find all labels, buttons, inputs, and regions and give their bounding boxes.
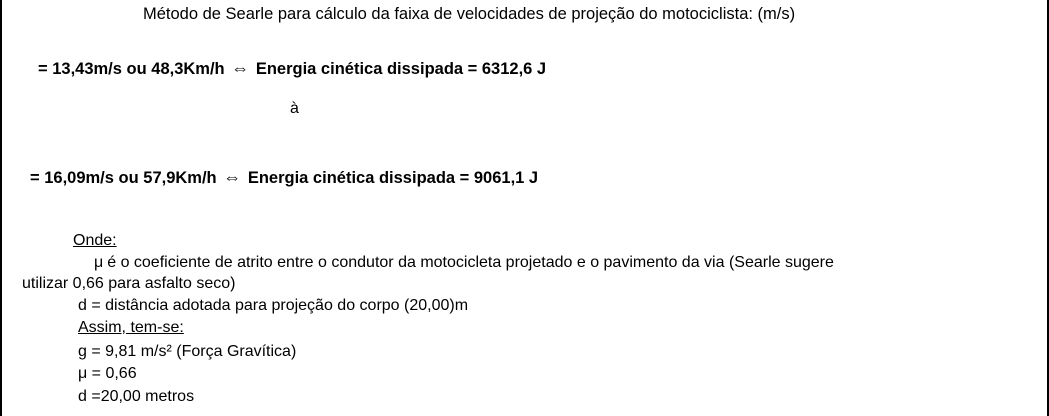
velocity-result-2 — [30, 167, 538, 188]
mu-definition-continuation: utilizar 0,66 para asfalto seco) — [22, 275, 236, 292]
energy-2-value: Energia cinética dissipada = 9061,1 J — [247, 169, 539, 187]
mu-definition-text: é o coeficiente de atrito entre o condutor da motocicleta projetado e o pavimento da via (Searle sugere — [107, 254, 834, 271]
mu-value: μ = 0,66 — [78, 365, 137, 382]
document-title: Método de Searle para cálculo da faixa de velocidades de projeção do motociclista: (m/s) — [143, 5, 796, 23]
assim-heading: Assim, tem-se: — [78, 319, 184, 336]
velocity-2-value: = 16,09m/s ou 57,9Km/h — [30, 169, 217, 187]
range-connector: à — [290, 100, 299, 117]
velocity-result-1 — [38, 58, 546, 79]
onde-heading: Onde: — [73, 232, 117, 249]
d-value: d =20,00 metros — [78, 388, 195, 405]
velocity-1-value: = 13,43m/s ou 48,3Km/h — [38, 60, 225, 78]
mu-symbol: μ — [94, 254, 104, 271]
mu-definition — [94, 253, 834, 273]
equivalence-arrow-icon: ⇔ — [223, 167, 242, 187]
page-border-left — [0, 0, 2, 416]
equivalence-arrow-icon: ⇔ — [231, 58, 250, 78]
g-value: g = 9,81 m/s² (Força Gravítica) — [78, 343, 297, 360]
d-definition: d = distância adotada para projeção do corpo (20,00)m — [78, 297, 469, 314]
energy-1-value: Energia cinética dissipada = 6312,6 J — [255, 60, 547, 78]
